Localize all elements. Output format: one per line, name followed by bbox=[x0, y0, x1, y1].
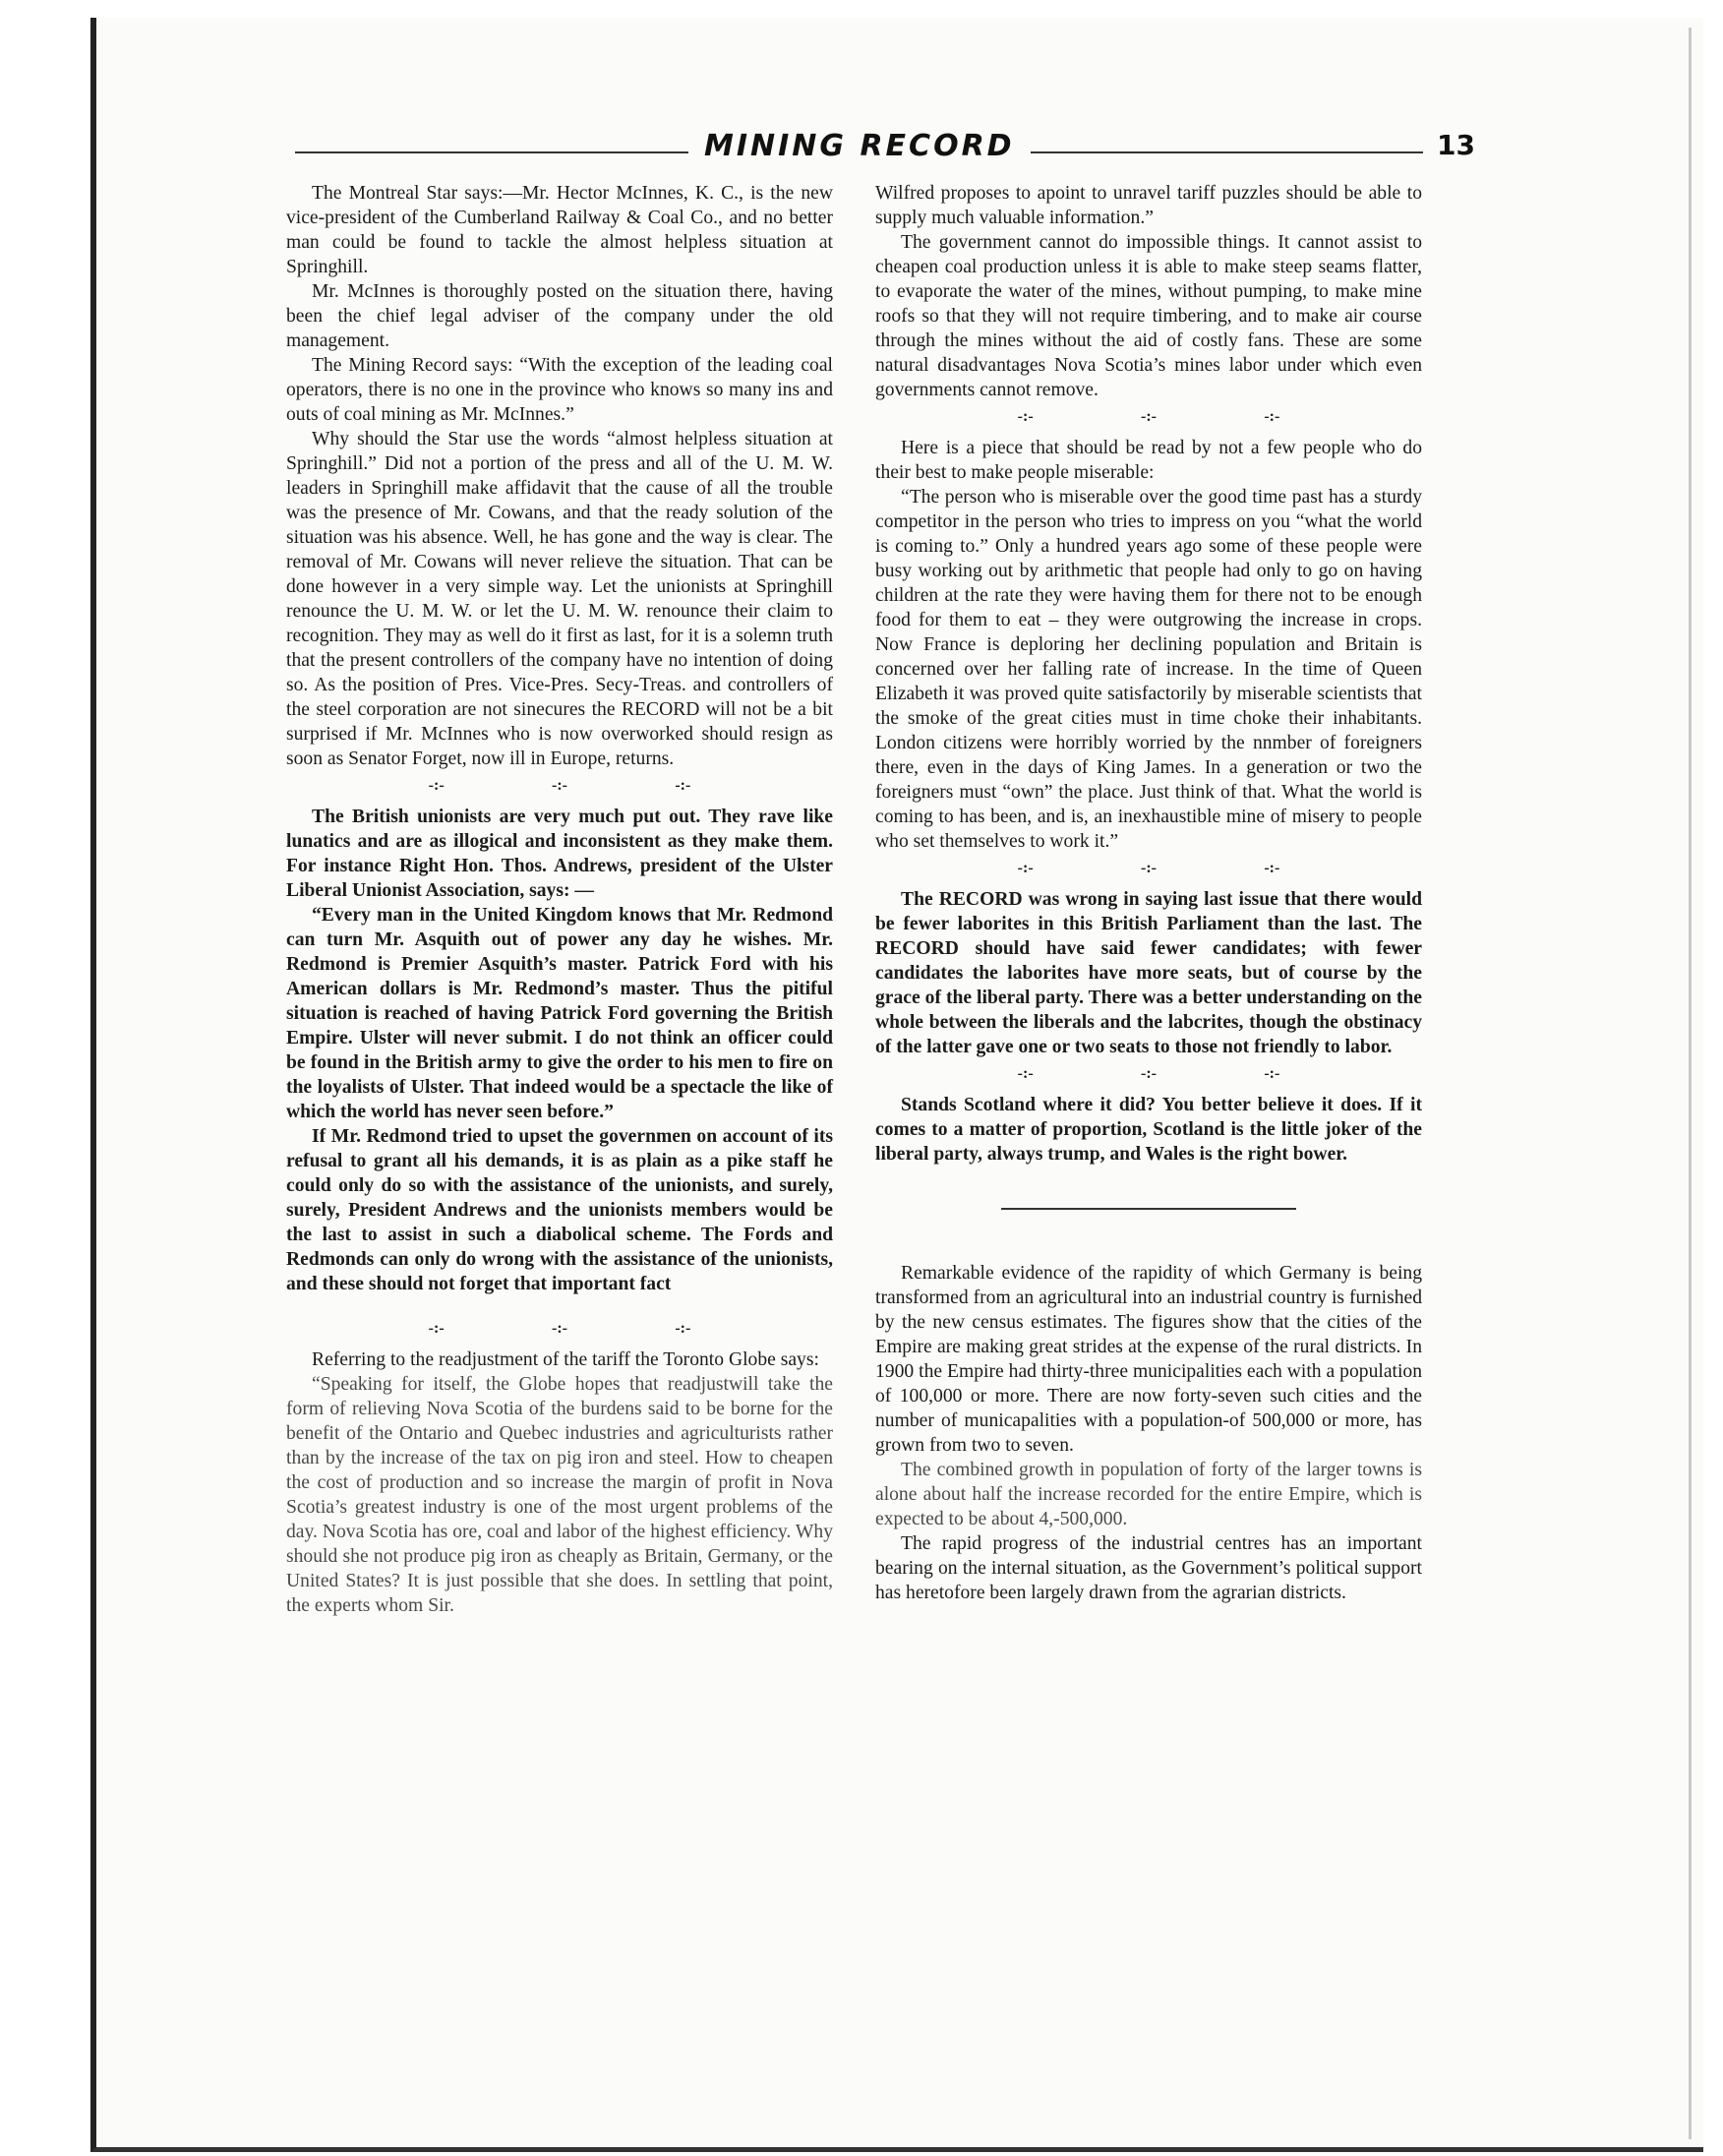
article-record-correction: The RECORD was wrong in saying last issue that there would be fewer laborites in this British Parliament than the last. The RECORD should have said fewer candidates; with fewer candidates the laborites have more seats, but of course by the grace of the liberal party. There was a better understanding on the whole between the liberals and the labcrites, though the obstinacy of the latter gave one or two seats to those not friendly to labor. bbox=[875, 889, 1422, 1057]
article-redmond-commentary: If Mr. Redmond tried to upset the governmen on account of its refusal to grant all his demands, it is as plain as a pike staff he could only do so with the assistance of the unionists, and surely, surely, President Andrews and the unionists members would be the last to assist in such a diabolical scheme. The Fords and Redmonds can only do wrong with the assistance of the unionists, and these should not forget that important fact bbox=[286, 1126, 833, 1294]
section-separator: -:- -:- -:- bbox=[428, 777, 691, 794]
article-miserable-quote: “The person who is miserable over the good time past has a sturdy competitor in the person who tries to impress on you “what the world is coming to.” Only a hundred years ago some of these people were busy working out by arithmetic that people had only to go on having children at the rate they were having them for there not to be enough food for them to eat – they were outgrowing the increase in crops. Now France is deploring her declining population and Britain is concerned over her falling rate of increase. In the time of Queen Elizabeth it was proved quite satisfactorily by miserable scientists that the smoke of the great cities must in time choke their inhabitants. London citizens were horribly worried by the nnmber of foreigners there, even in the days of King James. In a generation or two the foreigners must “own” the place. Just think of that. What the world is coming to has been, and is, an inexhaustible mine of misery to people who set themselves to work it.” bbox=[875, 487, 1422, 852]
article-germany-census: Remarkable evidence of the rapidity of which Germany is being transformed from an agricultural into an industrial country is furnished by the new census estimates. The figures show that the cities of the Empire are making great strides at the expense of the rural districts. In 1900 the Empire had thirty-three municipalities each with a population of 100,000 or more. There are now forty-seven such cities and the number of municapalities with a population-of 500,000 or more, has grown from two to seven. bbox=[875, 1263, 1422, 1456]
article-divider-rule bbox=[1001, 1208, 1296, 1210]
article-mcinnes-posted: Mr. McInnes is thoroughly posted on the situation there, having been the chief legal adviser of the company under the old management. bbox=[286, 281, 833, 351]
page-number: 13 bbox=[1423, 126, 1475, 165]
article-mcinnes-record-quote: The Mining Record says: “With the exception of the leading coal operators, there is no one in the province who knows so many ins and outs of coal mining as Mr. McInnes.” bbox=[286, 355, 833, 425]
article-government-limits: The government cannot do impossible things. It cannot assist to cheapen coal production unless it is able to make steep seams flatter, to evaporate the water of the mines, without pumping, to make mine roofs so that they will not require timbering, and to make air course through the mines without the aid of costly fans. These are some natural disadvantages Nova Scotia’s mines labor under which even governments cannot remove. bbox=[875, 232, 1422, 400]
publication-title: MINING RECORD bbox=[688, 126, 1031, 167]
article-germany-politics: The rapid progress of the industrial centres has an important bearing on the internal situation, as the Government’s political support has heretofore been largely drawn from the agrarian districts. bbox=[875, 1533, 1422, 1603]
article-scotland: Stands Scotland where it did? You better believe it does. If it comes to a matter of proportion, Scotland is the little joker of the liberal party, always trump, and Wales is the right bower. bbox=[875, 1095, 1422, 1165]
spacer bbox=[286, 1296, 833, 1314]
article-miserable-intro: Here is a piece that should be read by not a few people who do their best to make people miserable: bbox=[875, 438, 1422, 483]
article-globe-quote: “Speaking for itself, the Globe hopes that readjustwill take the form of relieving Nova Scotia of the burdens said to be borne for the benefit of the Ontario and Quebec industries and agriculturists rather than by the increase of the tax on pig iron and steel. How to cheapen the cost of production and so increase the margin of profit in Nova Scotia’s greatest industry is one of the most urgent problems of the day. Nova Scotia has ore, coal and labor of the highest efficiency. Why should she not produce pig iron as cheaply as Britain, Germany, or the United States? It is just possible that she does. In settling that point, the experts whom Sir. bbox=[286, 1374, 833, 1616]
section-separator: -:- -:- -:- bbox=[1017, 408, 1280, 425]
article-mcinnes-intro: The Montreal Star says:—Mr. Hector McInnes, K. C., is the new vice-president of the Cumberland Railway & Coal Co., and no better man could be found to tackle the almost helpless situation at Springhill. bbox=[286, 183, 833, 277]
article-tariff-continued: Wilfred proposes to apoint to unravel tariff puzzles should be able to supply much valuable information.” bbox=[875, 183, 1422, 228]
article-germany-towns: The combined growth in population of forty of the larger towns is alone about half the increase recorded for the entire Empire, which is expected to be about 4,-500,000. bbox=[875, 1460, 1422, 1529]
right-column bbox=[875, 181, 1422, 1605]
left-column bbox=[286, 181, 833, 1618]
page-header bbox=[295, 126, 1475, 171]
section-separator: -:- -:- -:- bbox=[1017, 1065, 1280, 1082]
section-separator: -:- -:- -:- bbox=[1017, 860, 1280, 876]
article-andrews-quote: “Every man in the United Kingdom knows that Mr. Redmond can turn Mr. Asquith out of power any day he wishes. Mr. Redmond is Premier Asquith’s master. Patrick Ford with his American dollars is Mr. Redmond’s master. Thus the pitiful situation is reached of having Patrick Ford governing the British Empire. Ulster will never submit. I do not think an officer could be found in the British army to give the order to his men to fire on the loyalists of Ulster. That indeed would be a spectacle the like of which the world has never seen before.” bbox=[286, 905, 833, 1122]
article-tariff-intro: Referring to the readjustment of the tariff the Toronto Globe says: bbox=[312, 1349, 819, 1370]
article-british-unionists: The British unionists are very much put out. They rave like lunatics and are as illogical and inconsistent as they make them. For instance Right Hon. Thos. Andrews, president of the Ulster Liberal Unionist Association, says: — bbox=[286, 807, 833, 901]
article-springhill-commentary: Why should the Star use the words “almost helpless situation at Springhill.” Did not a portion of the press and all of the U. M. W. leaders in Springhill make affidavit that the cause of all the trouble was the presence of Mr. Cowans, and that the ready solution of the situation was his absence. Well, he has gone and the way is clear. The removal of Mr. Cowans will never relieve the situation. That can be done however in a very simple way. Let the unionists at Springhill renounce the U. M. W. or let the U. M. W. renounce their claim to recognition. They may as well do it first as last, for it is a solemn truth that the present controllers of the company have no intention of doing so. As the position of Pres. Vice-Pres. Secy-Treas. and controllers of the steel corporation are not sinecures the RECORD will not be a bit surprised if Mr. McInnes who is now overworked should resign as soon as Senator Forget, now ill in Europe, returns. bbox=[286, 429, 833, 769]
section-separator: -:- -:- -:- bbox=[428, 1320, 691, 1337]
